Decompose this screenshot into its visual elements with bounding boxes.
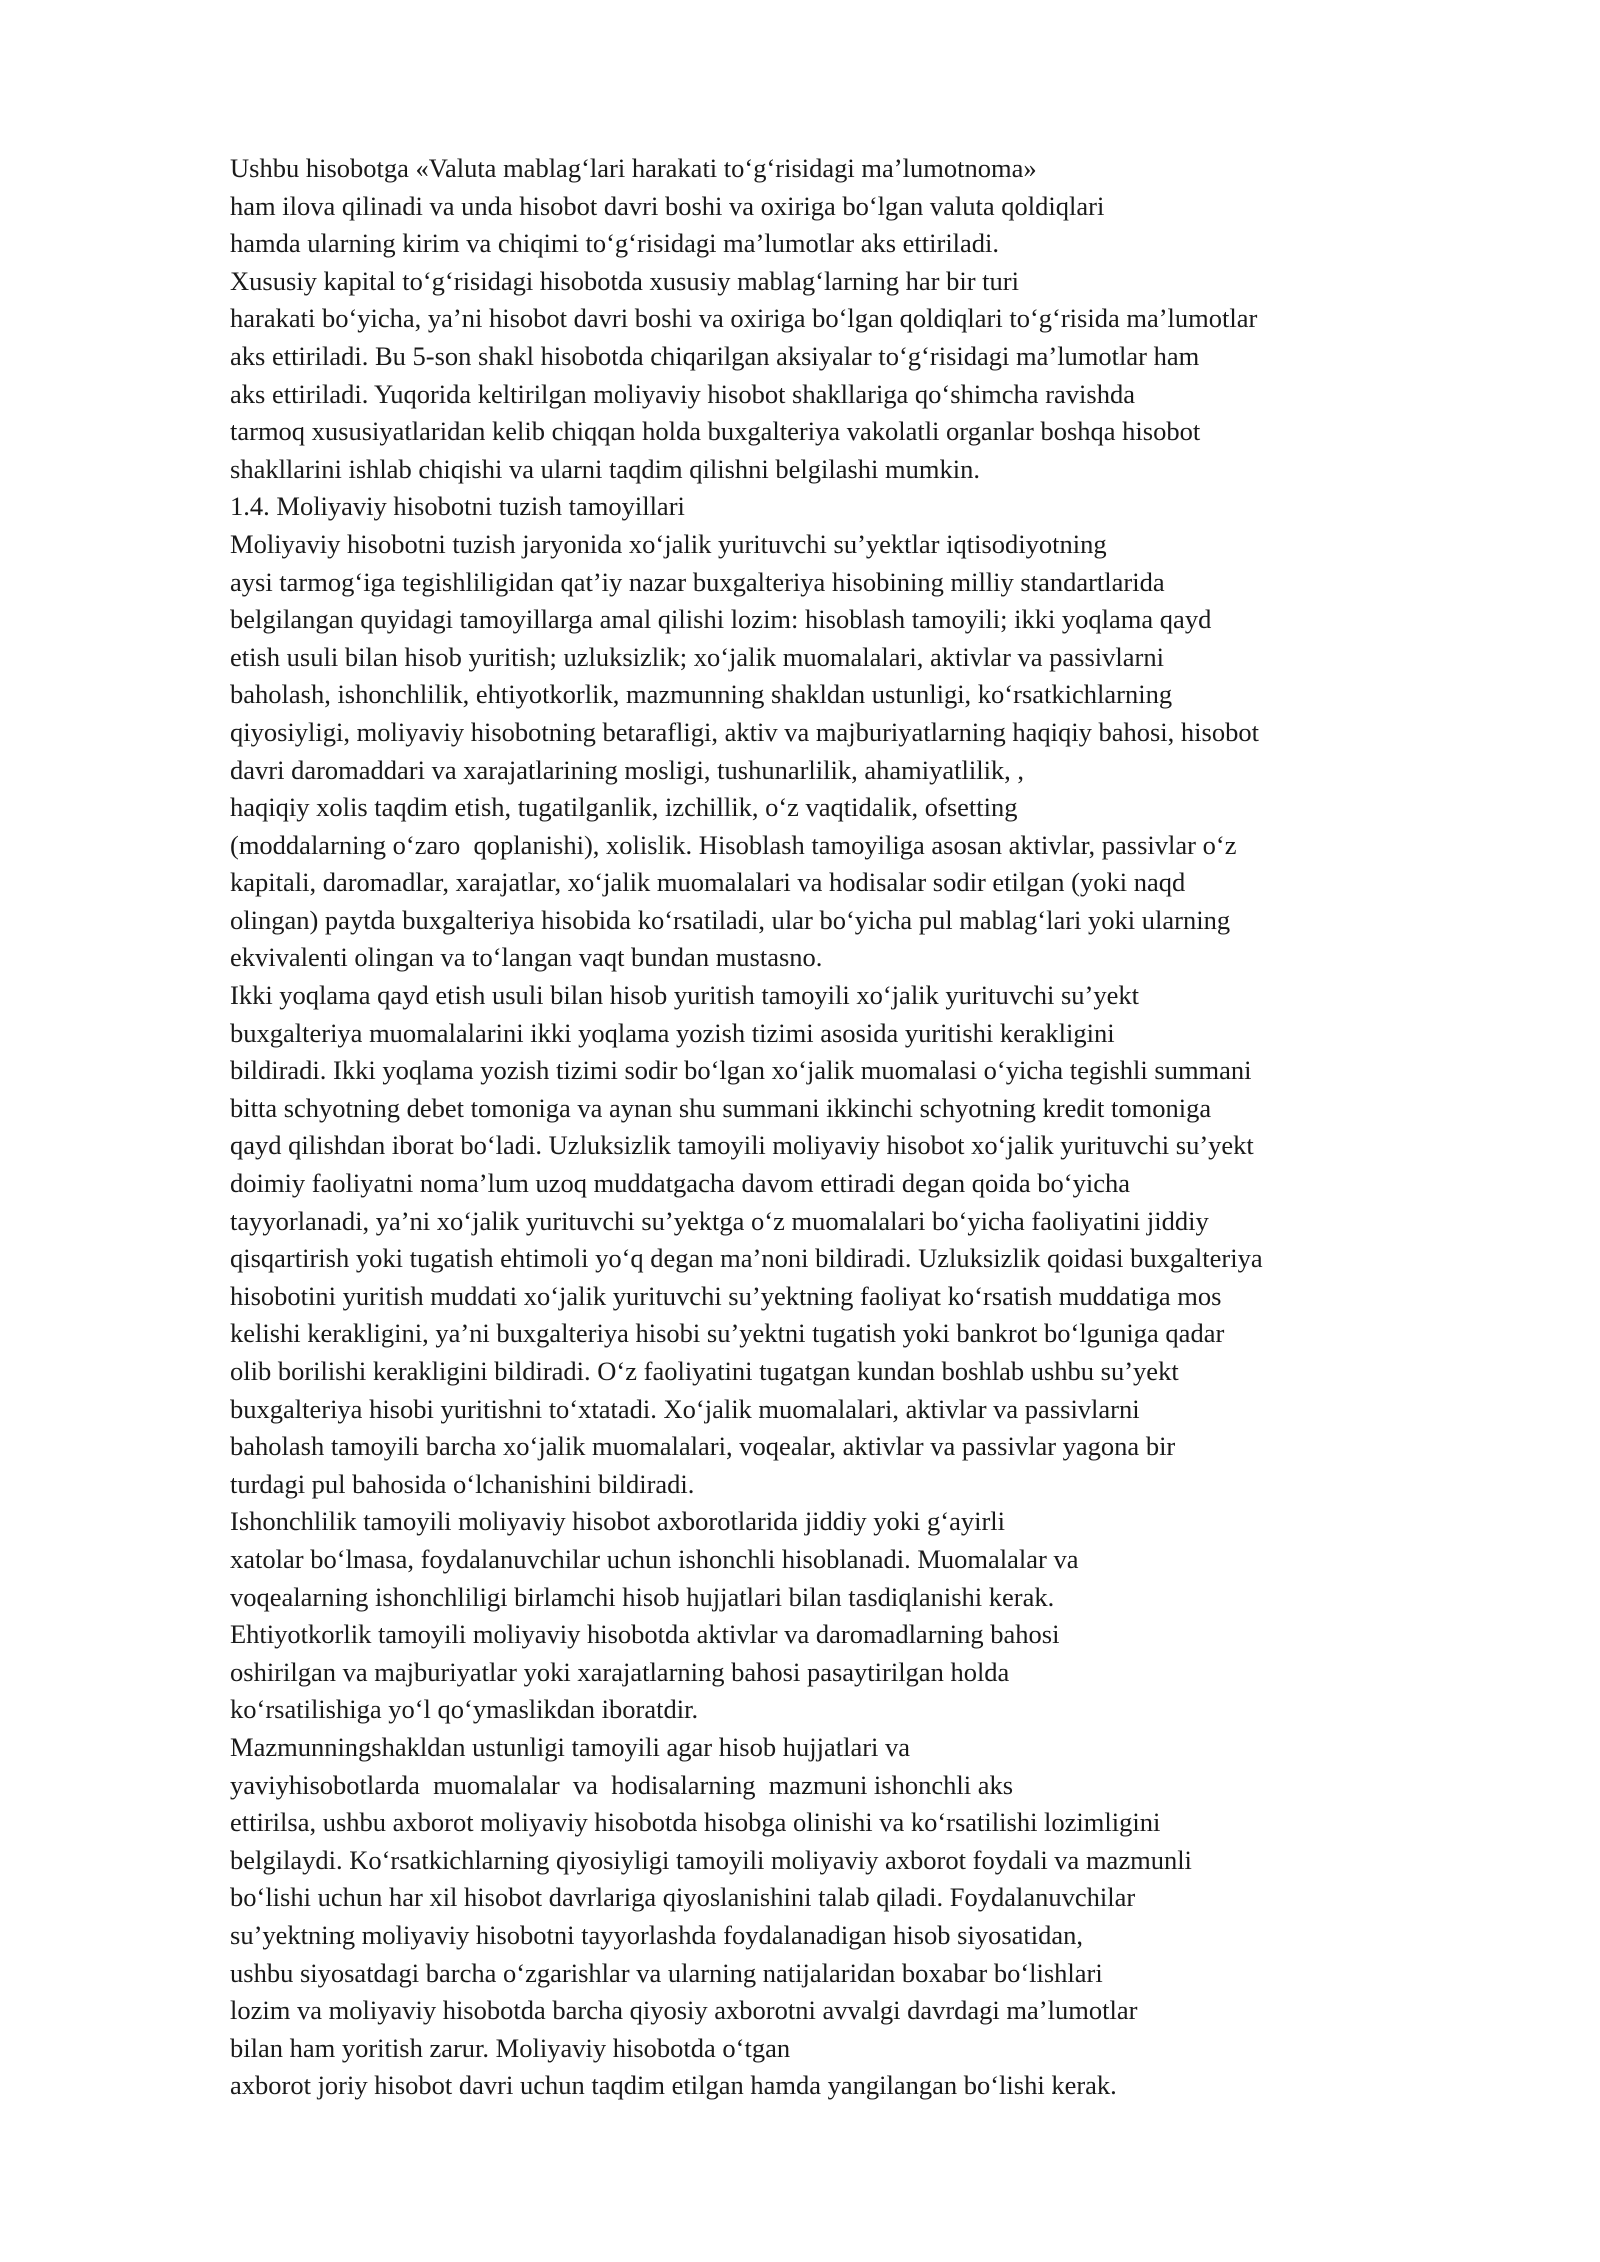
text-line: aks ettiriladi. Yuqorida keltirilgan moliyaviy hisobot shakllariga qo‘shimcha ravishda	[230, 378, 1135, 409]
text-line: buxgalteriya hisobi yuritishni to‘xtatadi. Xo‘jalik muomalalari, aktivlar va passivlarni	[230, 1393, 1140, 1424]
text-line: kelishi kerakligini, ya’ni buxgalteriya hisobi su’yektni tugatish yoki bankrot bo‘lguniga qadar	[230, 1318, 1225, 1349]
text-line: Ushbu hisobotga «Valuta mablag‘lari harakati to‘g‘risidagi ma’lumotnoma»	[230, 153, 1037, 183]
text-line: ham ilova qilinadi va unda hisobot davri boshi va oxiriga bo‘lgan valuta qoldiqlari	[230, 190, 1105, 221]
text-line: olingan) paytda buxgalteriya hisobida ko‘rsatiladi, ular bo‘yicha pul mablag‘lari yoki ularning	[230, 904, 1231, 935]
text-line: su’yektning moliyaviy hisobotni tayyorlashda foydalanadigan hisob siyosatidan,	[230, 1919, 1084, 1950]
text-line: harakati bo‘yicha, ya’ni hisobot davri boshi va oxiriga bo‘lgan qoldiqlari to‘g‘risida ma’lumotlar	[230, 303, 1258, 334]
text-line: oshirilgan va majburiyatlar yoki xarajatlarning bahosi pasaytirilgan holda	[230, 1656, 1010, 1687]
text-line: tarmoq xususiyatlaridan kelib chiqqan holda buxgalteriya vakolatli organlar boshqa hisobot	[230, 416, 1201, 447]
text-line: ushbu siyosatdagi barcha o‘zgarishlar va ularning natijalaridan boxabar bo‘lishlari	[230, 1957, 1103, 1988]
text-line: haqiqiy xolis taqdim etish, tugatilganlik, izchillik, o‘z vaqtidalik, ofsetting	[230, 792, 1018, 823]
text-line: qisqartirish yoki tugatish ehtimoli yo‘q degan ma’noni bildiradi. Uzluksizlik qoidasi buxgalteriya	[230, 1243, 1263, 1274]
text-line: belgilaydi. Ko‘rsatkichlarning qiyosiyligi tamoyili moliyaviy axborot foydali va mazmunli	[230, 1844, 1192, 1875]
text-line: voqealarning ishonchliligi birlamchi hisob hujjatlari bilan tasdiqlanishi kerak.	[230, 1581, 1055, 1612]
text-line: Ehtiyotkorlik tamoyili moliyaviy hisobotda aktivlar va daromadlarning bahosi	[230, 1619, 1060, 1650]
text-line: aks ettiriladi. Bu 5-son shakl hisobotda chiqarilgan aksiyalar to‘g‘risidagi ma’lumotlar ham	[230, 340, 1200, 371]
text-line: tayyorlanadi, ya’ni xo‘jalik yurituvchi su’yektga o‘z muomalalari bo‘yicha faoliyatini jiddiy	[230, 1205, 1209, 1236]
text-line: olib borilishi kerakligini bildiradi. O‘z faoliyatini tugatgan kundan boshlab ushbu su’yekt	[230, 1356, 1179, 1386]
text-line: bildiradi. Ikki yoqlama yozish tizimi sodir bo‘lgan xo‘jalik muomalasi o‘yicha tegishli summani	[230, 1055, 1252, 1086]
text-line: (moddalarning o‘zaro qoplanishi), xolislik. Hisoblash tamoyiliga asosan aktivlar, passivlar o‘z	[230, 829, 1237, 860]
text-line: ekvivalenti olingan va to‘langan vaqt bundan mustasno.	[230, 942, 823, 973]
text-line: bitta schyotning debet tomoniga va aynan shu summani ikkinchi schyotning kredit tomoniga	[230, 1092, 1212, 1123]
text-line: xatolar bo‘lmasa, foydalanuvchilar uchun ishonchli hisoblanadi. Muomalalar va	[230, 1543, 1079, 1574]
text-line: ettirilsa, ushbu axborot moliyaviy hisobotda hisobga olinishi va ko‘rsatilishi lozimligini	[230, 1807, 1161, 1838]
text-line: Ishonchlilik tamoyili moliyaviy hisobot axborotlarida jiddiy yoki g‘ayirli	[230, 1506, 1006, 1537]
text-line: bilan ham yoritish zarur. Moliyaviy hisobotda o‘tgan	[230, 2032, 791, 2063]
text-line: baholash, ishonchlilik, ehtiyotkorlik, mazmunning shakldan ustunligi, ko‘rsatkichlarning	[230, 679, 1173, 710]
section-heading: 1.4. Moliyaviy hisobotni tuzish tamoyillari	[230, 491, 685, 522]
text-line: aysi tarmog‘iga tegishliligidan qat’iy nazar buxgalteriya hisobining milliy standartlarida	[230, 566, 1165, 597]
document-body	[230, 150, 1560, 2105]
text-line: shakllarini ishlab chiqishi va ularni taqdim qilishni belgilashi mumkin.	[230, 453, 981, 484]
text-line: qiyosiyligi, moliyaviy hisobotning betarafligi, aktiv va majburiyatlarning haqiqiy bahosi, hisobot	[230, 716, 1259, 747]
text-line: davri daromaddari va xarajatlarining mosligi, tushunarlilik, ahamiyatlilik, ,	[230, 754, 1025, 785]
text-line: Moliyaviy hisobotni tuzish jaryonida xo‘jalik yurituvchi su’yektlar iqtisodiyotning	[230, 528, 1107, 559]
text-line: belgilangan quyidagi tamoyillarga amal qilishi lozim: hisoblash tamoyili; ikki yoqlama qayd	[230, 604, 1212, 635]
text-line: ko‘rsatilishiga yo‘l qo‘ymaslikdan iboratdir.	[230, 1694, 699, 1725]
text-line: axborot joriy hisobot davri uchun taqdim etilgan hamda yangilangan bo‘lishi kerak.	[230, 2070, 1117, 2101]
text-line: qayd qilishdan iborat bo‘ladi. Uzluksizlik tamoyili moliyaviy hisobot xo‘jalik yurituvchi su’yekt	[230, 1130, 1254, 1161]
text-line: buxgalteriya muomalalarini ikki yoqlama yozish tizimi asosida yuritishi kerakligini	[230, 1017, 1115, 1048]
text-line: baholash tamoyili barcha xo‘jalik muomalalari, voqealar, aktivlar va passivlar yagona bir	[230, 1431, 1176, 1462]
text-line: lozim va moliyaviy hisobotda barcha qiyosiy axborotni avvalgi davrdagi ma’lumotlar	[230, 1995, 1138, 2026]
text-line: turdagi pul bahosida o‘lchanishini bildiradi.	[230, 1468, 695, 1499]
text-line: doimiy faoliyatni noma’lum uzoq muddatgacha davom ettiradi degan qoida bo‘yicha	[230, 1168, 1131, 1199]
text-line: hisobotini yuritish muddati xo‘jalik yurituvchi su’yektning faoliyat ko‘rsatish muddatiga mos	[230, 1280, 1222, 1311]
text-line: hamda ularning kirim va chiqimi to‘g‘risidagi ma’lumotlar aks ettiriladi.	[230, 228, 1000, 259]
text-line: Ikki yoqlama qayd etish usuli bilan hisob yuritish tamoyili xo‘jalik yurituvchi su’yekt	[230, 980, 1139, 1011]
text-line: Xususiy kapital to‘g‘risidagi hisobotda xususiy mablag‘larning har bir turi	[230, 265, 1019, 296]
text-line: etish usuli bilan hisob yuritish; uzluksizlik; xo‘jalik muomalalari, aktivlar va passivlarni	[230, 641, 1164, 672]
text-line: kapitali, daromadlar, xarajatlar, xo‘jalik muomalalari va hodisalar sodir etilgan (yoki naqd	[230, 867, 1186, 898]
text-line: bo‘lishi uchun har xil hisobot davrlariga qiyoslanishini talab qiladi. Foydalanuvchilar	[230, 1882, 1136, 1913]
text-line: Mazmunningshakldan ustunligi tamoyili agar hisob hujjatlari va	[230, 1731, 911, 1762]
text-line: yaviyhisobotlarda muomalalar va hodisalarning mazmuni ishonchli aks	[230, 1769, 1014, 1800]
